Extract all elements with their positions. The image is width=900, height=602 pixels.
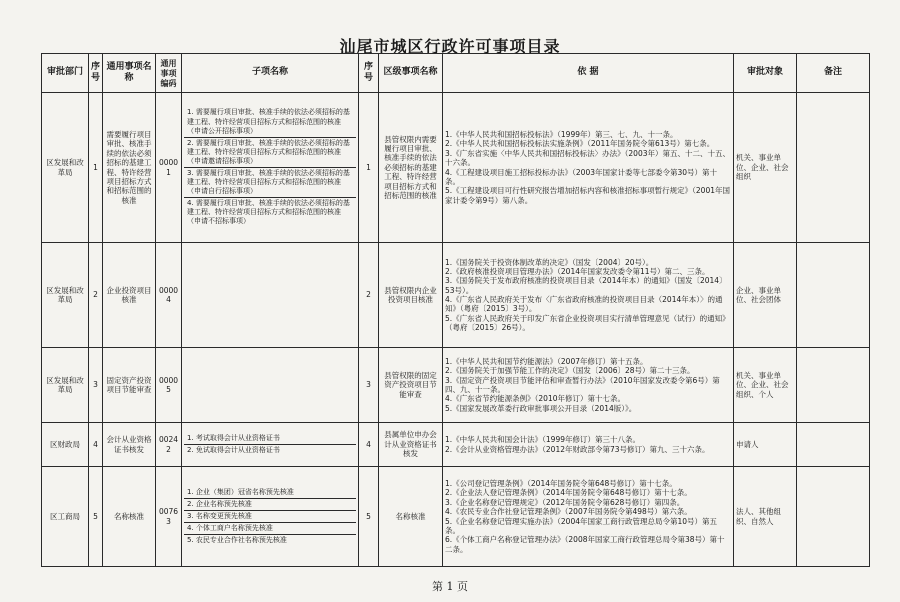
header-note: 备注 bbox=[797, 54, 870, 93]
seq2-cell: 3 bbox=[359, 348, 379, 423]
sub-items-cell bbox=[182, 348, 359, 423]
header-dept: 审批部门 bbox=[42, 54, 89, 93]
seq2-cell: 4 bbox=[359, 423, 379, 467]
code-cell: 00242 bbox=[156, 423, 182, 467]
header-basis: 依 据 bbox=[443, 54, 734, 93]
seq2-cell: 1 bbox=[359, 93, 379, 243]
sub-items-cell bbox=[182, 467, 359, 567]
sub-item-list bbox=[184, 107, 356, 227]
header-code: 通用事项编码 bbox=[156, 54, 182, 93]
page-number: 第 1 页 bbox=[432, 580, 468, 593]
sub-item-list bbox=[184, 487, 356, 546]
basis-cell bbox=[443, 243, 734, 348]
common-item-cell: 固定资产投资项目节能审查 bbox=[103, 348, 156, 423]
target-cell: 机关、事业单位、企业、社会组织、个人 bbox=[734, 348, 797, 423]
basis-line: 2.《企业法人登记管理条例》（2014年国务院令第648号修订）第十七条。 bbox=[445, 488, 692, 498]
sub-items-cell bbox=[182, 93, 359, 243]
sub-item: 3. 需要履行项目审批、核准手续的依法必须招标的基建工程、特许经营项目招标方式和招标范围的核准（申请自行招标事项） bbox=[184, 168, 356, 198]
sub-item: 1. 考试取得会计从业资格证书 bbox=[184, 433, 356, 445]
seq-cell: 2 bbox=[89, 243, 103, 348]
sub-item: 1. 企业（集团）冠省名称预先核准 bbox=[184, 487, 356, 499]
basis-line: 1.《中华人民共和国节约能源法》（2007年修订）第十五条。 bbox=[445, 356, 648, 366]
dept-cell: 区发展和改革局 bbox=[42, 243, 89, 348]
header-row bbox=[42, 54, 870, 93]
basis-cell bbox=[443, 93, 734, 243]
basis-line: 5.《工程建设项目可行性研究报告增加招标内容和核准招标事项暂行规定》（2001年国家计委令第9号）第八条。 bbox=[445, 186, 730, 205]
note-cell bbox=[797, 467, 870, 567]
header-seq: 序号 bbox=[89, 54, 103, 93]
table-row bbox=[42, 423, 870, 467]
sub-item: 2. 免试取得会计从业资格证书 bbox=[187, 446, 280, 454]
basis-line: 6.《个体工商户名称登记管理办法》（2008年国家工商行政管理总局令第38号）第十二条。 bbox=[445, 535, 725, 554]
note-cell bbox=[797, 423, 870, 467]
table-row bbox=[42, 243, 870, 348]
seq-cell: 1 bbox=[89, 93, 103, 243]
basis-line: 3.《固定资产投资项目节能评估和审查暂行办法》（2010年国家发改委令第6号）第四、九、十一条。 bbox=[445, 375, 720, 394]
basis-line: 2.《政府核准投资项目管理办法》（2014年国家发改委令第11号）第二、三条。 bbox=[445, 266, 710, 276]
basis-line: 2.《会计从业资格管理办法》（2012年财政部令第73号修订）第九、三十六条。 bbox=[445, 444, 710, 454]
sub-item: 4. 个体工商户名称预先核准 bbox=[184, 523, 356, 535]
dept-cell: 区工商局 bbox=[42, 467, 89, 567]
code-cell: 00001 bbox=[156, 93, 182, 243]
basis-line: 4.《农民专业合作社登记管理条例》（2007年国务院令第498号）第六条。 bbox=[445, 507, 692, 517]
sub-item: 1. 需要履行项目审批、核准手续的依法必须招标的基建工程、特许经营项目招标方式和招标范围的核准（申请公开招标事项） bbox=[184, 107, 356, 137]
note-cell bbox=[797, 93, 870, 243]
seq-cell: 5 bbox=[89, 467, 103, 567]
basis-line: 1.《国务院关于投资体制改革的决定》（国发〔2004〕20号）。 bbox=[445, 257, 654, 267]
target-cell: 申请人 bbox=[734, 423, 797, 467]
county-item-cell: 县管权限内需要履行项目审批、核准手续的依法必须招标的基建工程、特许经营项目招标方式和招标范围的核准 bbox=[379, 93, 443, 243]
basis-cell bbox=[443, 467, 734, 567]
sub-item: 2. 需要履行项目审批、核准手续的依法必须招标的基建工程、特许经营项目招标方式和招标范围的核准（申请邀请招标事项） bbox=[184, 138, 356, 168]
county-item-cell: 县管权限的固定资产投资项目节能审查 bbox=[379, 348, 443, 423]
basis-line: 4.《广东省人民政府关于发布〈广东省政府核准的投资项目目录（2014年本）〉的通知》（粤府〔2015〕3号）。 bbox=[445, 295, 723, 314]
header-sub: 子项名称 bbox=[182, 54, 359, 93]
basis-line: 3.《国务院关于发布政府核准的投资项目目录（2014年本）的通知》（国发〔2014〕53号）。 bbox=[445, 276, 727, 295]
sub-item: 3. 名称变更预先核准 bbox=[184, 511, 356, 523]
county-item-cell: 名称核准 bbox=[379, 467, 443, 567]
county-item-cell: 县属单位申办会计从业资格证书核发 bbox=[379, 423, 443, 467]
sub-item-list bbox=[184, 433, 356, 456]
sub-item: 5. 农民专业合作社名称预先核准 bbox=[187, 536, 287, 545]
county-item-cell: 县管权限内企业投资项目核准 bbox=[379, 243, 443, 348]
code-cell: 00004 bbox=[156, 243, 182, 348]
target-cell: 法人、其他组织、自然人 bbox=[734, 467, 797, 567]
seq-cell: 3 bbox=[89, 348, 103, 423]
basis-cell bbox=[443, 423, 734, 467]
sub-items-cell bbox=[182, 243, 359, 348]
seq2-cell: 5 bbox=[359, 467, 379, 567]
dept-cell: 区财政局 bbox=[42, 423, 89, 467]
basis-line: 2.《中华人民共和国招标投标法实施条例》（2011年国务院令第613号）第七条。 bbox=[445, 139, 715, 149]
code-cell: 00005 bbox=[156, 348, 182, 423]
header-target: 审批对象 bbox=[734, 54, 797, 93]
basis-line: 3.《广东省实施〈中华人民共和国招标投标法〉办法》（2003年）第五、十二、十五、十六条。 bbox=[445, 148, 730, 168]
basis-line: 5.《国家发展改革委行政审批事项公开目录（2014版）》。 bbox=[445, 403, 637, 413]
basis-line: 5.《广东省人民政府关于印发广东省企业投资项目实行清单管理意见（试行）的通知》（粤府〔2015〕26号）。 bbox=[445, 313, 730, 333]
basis-line: 1.《公司登记管理条例》（2014年国务院令第648号修订）第十七条。 bbox=[445, 479, 677, 488]
seq2-cell: 2 bbox=[359, 243, 379, 348]
basis-line: 2.《国务院关于加强节能工作的决定》（国发〔2006〕28号）第二十三条。 bbox=[445, 366, 695, 376]
basis-cell bbox=[443, 348, 734, 423]
target-cell: 企业、事业单位、社会团体 bbox=[734, 243, 797, 348]
table-row bbox=[42, 93, 870, 243]
basis-line: 4.《工程建设项目施工招标投标办法》（2003年国家计委等七部委令第30号）第十条。 bbox=[445, 167, 718, 186]
table-row bbox=[42, 348, 870, 423]
seq-cell: 4 bbox=[89, 423, 103, 467]
sub-items-cell bbox=[182, 423, 359, 467]
code-cell: 00763 bbox=[156, 467, 182, 567]
basis-line: 1.《中华人民共和国会计法》（1999年修订）第三十八条。 bbox=[445, 435, 640, 445]
common-item-cell: 企业投资项目核准 bbox=[103, 243, 156, 348]
licensing-table bbox=[41, 53, 870, 567]
header-common: 通用事项名称 bbox=[103, 54, 156, 93]
common-item-cell: 会计从业资格证书核发 bbox=[103, 423, 156, 467]
note-cell bbox=[797, 243, 870, 348]
dept-cell: 区发展和改革局 bbox=[42, 93, 89, 243]
basis-line: 1.《中华人民共和国招标投标法》（1999年）第三、七、九、十一条。 bbox=[445, 130, 678, 139]
basis-line: 5.《企业名称登记管理实施办法》（2004年国家工商行政管理总局令第10号）第五条。 bbox=[445, 516, 718, 535]
dept-cell: 区发展和改革局 bbox=[42, 348, 89, 423]
table-row bbox=[42, 467, 870, 567]
common-item-cell: 名称核准 bbox=[103, 467, 156, 567]
basis-line: 3.《企业名称登记管理规定》（2012年国务院令第628号修订）第四条。 bbox=[445, 497, 685, 507]
sub-item: 2. 企业名称预先核准 bbox=[184, 499, 356, 511]
header-seq2: 序号 bbox=[359, 54, 379, 93]
header-county: 区级事项名称 bbox=[379, 54, 443, 93]
target-cell: 机关、事业单位、企业、社会组织 bbox=[734, 93, 797, 243]
page-title: 汕尾市城区行政许可事项目录 bbox=[339, 37, 561, 56]
note-cell bbox=[797, 348, 870, 423]
common-item-cell: 需要履行项目审批、核准手续的依法必须招标的基建工程、特许经营项目招标方式和招标范围的核准 bbox=[103, 93, 156, 243]
basis-line: 4.《广东省节约能源条例》（2010年修订）第十七条。 bbox=[445, 394, 625, 404]
sub-item: 4. 需要履行项目审批、核准手续的依法必须招标的基建工程、特许经营项目招标方式和招标范围的核准（申请不招标事项） bbox=[187, 199, 350, 226]
